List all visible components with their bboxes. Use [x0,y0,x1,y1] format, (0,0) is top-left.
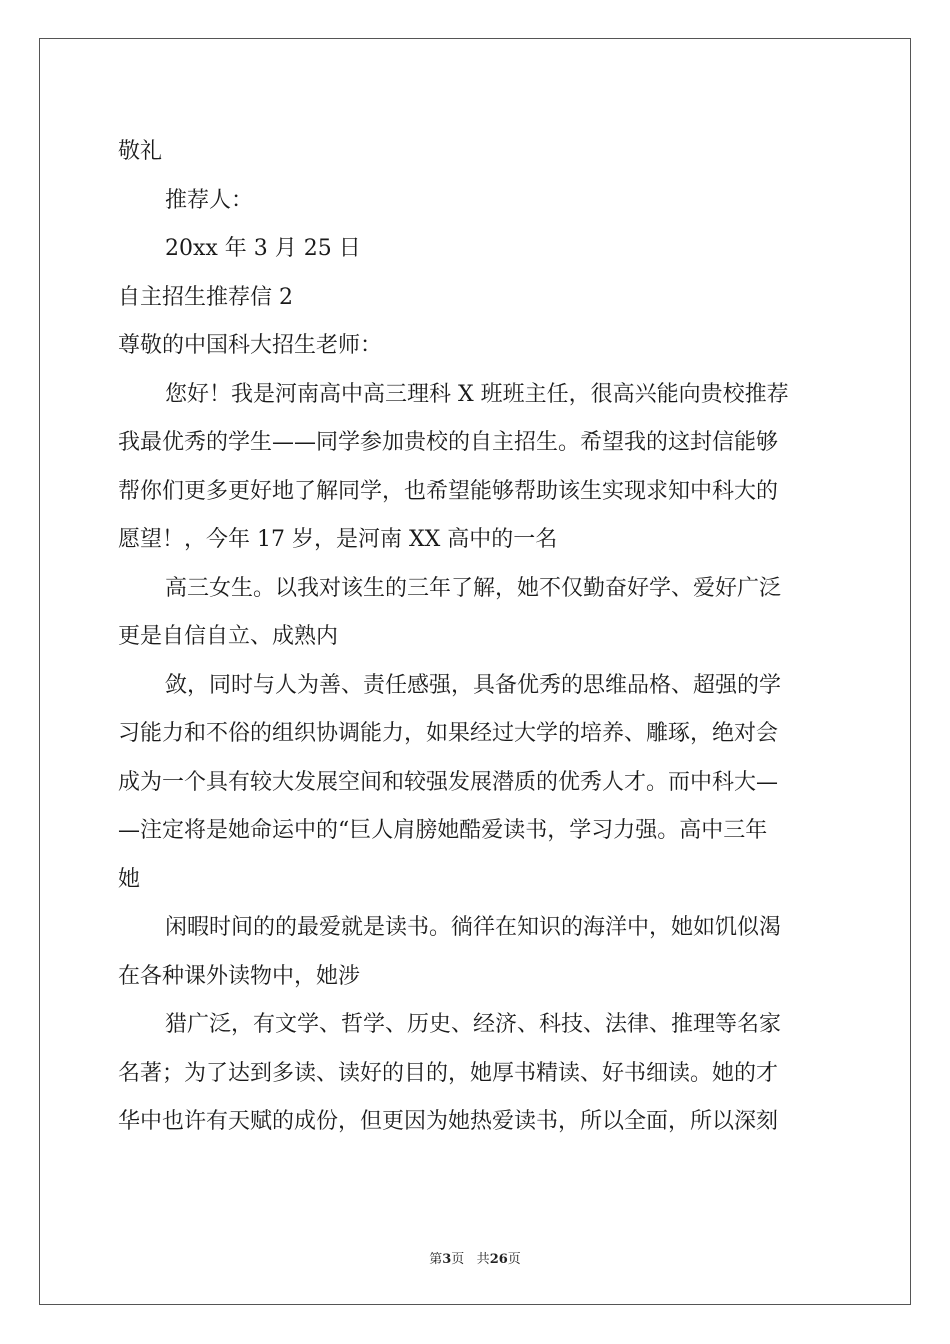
text-line: 尊敬的中国科大招生老师： [118,333,383,358]
text-line: 愿望！，今年 17 岁，是河南 XX 高中的一名 [118,527,558,552]
total-prefix: 共 [476,1252,490,1267]
text-line: 敬礼 [118,139,163,164]
text-line: 我最优秀的学生——同学参加贵校的自主招生。希望我的这封信能够 [118,430,779,455]
text-line: 猎广泛，有文学、哲学、历史、经济、科技、法律、推理等名家 [165,1012,782,1037]
text-line: 高三女生。以我对该生的三年了解，她不仅勤奋好学、爱好广泛 [165,575,782,601]
text-line: 闲暇时间的的最爱就是读书。徜徉在知识的海洋中，她如饥似渴 [165,915,782,940]
page-suffix: 页 [451,1252,465,1267]
text-line: 20xx 年 3 月 25 日 [165,236,361,261]
text-line: 自主招生推荐信 2 [118,284,293,310]
text-line: 她 [118,866,141,892]
text-line: 您好！我是河南高中高三理科 X 班班主任，很高兴能向贵校推荐 [165,381,789,407]
page-prefix: 第 [429,1252,443,1267]
page-number: 3 [442,1252,452,1267]
text-line: 帮你们更多更好地了解同学，也希望能够帮助该生实现求知中科大的 [118,478,779,504]
total-suffix: 页 [507,1252,521,1267]
text-line: 更是自信自立、成熟内 [118,624,339,649]
text-line: 在各种课外读物中，她涉 [118,963,361,989]
text-line: 名著；为了达到多读、读好的目的，她厚书精读、好书细读。她的才 [118,1060,779,1086]
text-line: 成为一个具有较大发展空间和较强发展潜质的优秀人才。而中科大— [118,769,779,795]
text-line: 推荐人： [165,187,254,213]
text-line: 敛，同时与人为善、责任感强，具备优秀的思维品格、超强的学 [165,672,782,698]
text-line: 习能力和不俗的组织协调能力，如果经过大学的培养、雕琢，绝对会 [118,721,779,746]
text-line: 华中也许有天赋的成份，但更因为她热爱读书，所以全面，所以深刻 [118,1109,779,1134]
text-line: —注定将是她命运中的“巨人肩膀她酷爱读书，学习力强。高中三年 [118,818,768,843]
document-body [118,128,834,1147]
total-pages: 26 [489,1252,508,1267]
page-footer [0,1248,950,1267]
